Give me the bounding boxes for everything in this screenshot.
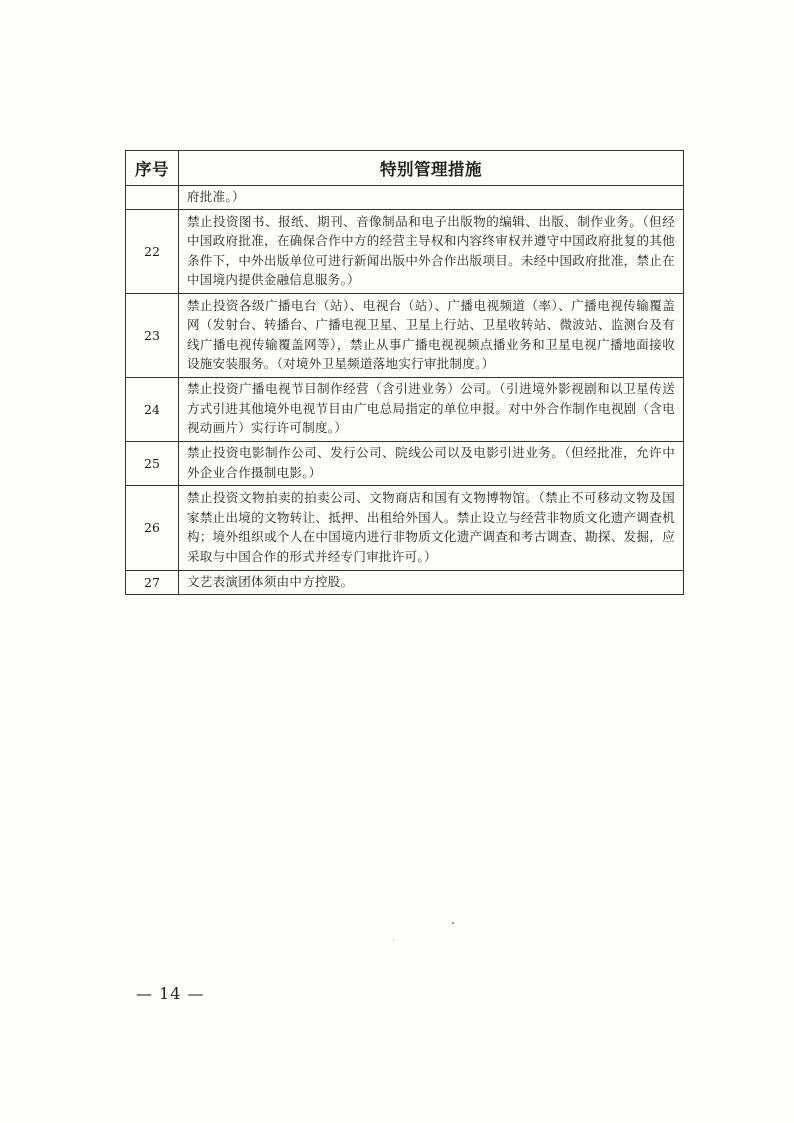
row-measure-text: 禁止投资广播电视节目制作经营（含引进业务）公司。（引进境外影视剧和以卫星传送方式引进其他境外电视节目由广电总局指定的单位申报。对中外合作制作电视剧（含电视动画片）实行许可制度。） <box>179 377 684 441</box>
table-row <box>126 377 684 441</box>
table-row <box>126 570 684 594</box>
page-number: — 14 — <box>136 984 205 1003</box>
table-row <box>126 441 684 485</box>
table-row <box>126 186 684 210</box>
row-measure-text: 禁止投资电影制作公司、发行公司、院线公司以及电影引进业务。（但经批准，允许中外企业合作摄制电影。） <box>179 441 684 485</box>
table-row <box>126 209 684 293</box>
row-measure-text: 禁止投资图书、报纸、期刊、音像制品和电子出版物的编辑、出版、制作业务。（但经中国政府批准，在确保合作中方的经营主导权和内容终审权并遵守中国政府批复的其他条件下，中外出版单位可进行新闻出版中外合作出版项目。未经中国政府批准，禁止在中国境内提供金融信息服务。） <box>179 209 684 293</box>
table-header-row <box>126 151 684 186</box>
row-measure-text: 禁止投资各级广播电台（站）、电视台（站）、广播电视频道（率）、广播电视传输覆盖网（发射台、转播台、广播电视卫星、卫星上行站、卫星收转站、微波站、监测台及有线广播电视传输覆盖网等），禁止从事广播电视视频点播业务和卫星电视广播地面接收设施安装服务。（对境外卫星频道落地实行审批制度。） <box>179 293 684 377</box>
table-row <box>126 485 684 570</box>
header-special-measures: 特别管理措施 <box>179 151 684 186</box>
row-number: 22 <box>126 209 179 293</box>
row-measure-text: 文艺表演团体须由中方控股。 <box>179 570 684 594</box>
row-measure-text: 府批准。） <box>179 186 684 210</box>
row-number: 26 <box>126 485 179 570</box>
row-measure-text: 禁止投资文物拍卖的拍卖公司、文物商店和国有文物博物馆。（禁止不可移动文物及国家禁止出境的文物转让、抵押、出租给外国人。禁止设立与经营非物质文化遗产调查机构；境外组织或个人在中国境内进行非物质文化遗产调查和考古调查、勘探、发掘，应采取与中国合作的形式并经专门审批许可。） <box>179 485 684 570</box>
row-number: 25 <box>126 441 179 485</box>
row-number: 24 <box>126 377 179 441</box>
special-measures-table <box>125 150 684 595</box>
header-serial-number: 序号 <box>126 151 179 186</box>
scan-speck <box>393 940 394 941</box>
row-number <box>126 186 179 210</box>
row-number: 27 <box>126 570 179 594</box>
scan-speck <box>452 922 454 924</box>
row-number: 23 <box>126 293 179 377</box>
table-row <box>126 293 684 377</box>
